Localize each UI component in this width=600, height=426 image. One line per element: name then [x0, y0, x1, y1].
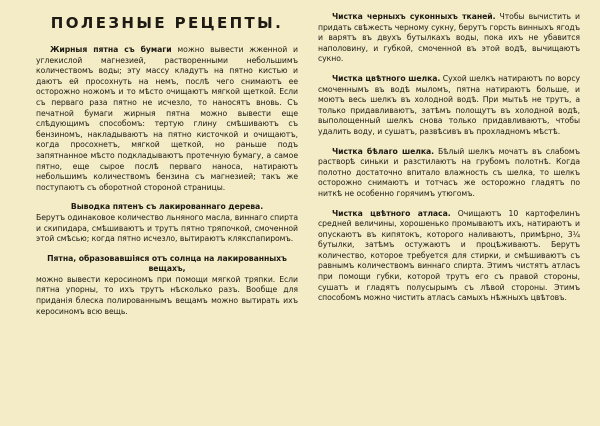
recipe-lead: Чистка цвѣтного шелка. — [332, 73, 441, 83]
right-column — [318, 0, 580, 313]
recipe-black-cloth — [318, 12, 580, 65]
recipe-text: Сухой шелкъ натираютъ по ворсу смоченнымъ въ водѣ мыломъ, пятна натираютъ больше, и моютъ весь шелкъ въ холодной водѣ. При мытьѣ не трутъ, а только придавливаютъ, затѣмъ полощутъ въ холодной водѣ, выполощенный шелкъ снова только придавливаютъ, чтобы удалить воду, и сушатъ, развѣсивъ въ прохладномъ мѣстѣ. — [318, 73, 580, 136]
recipe-text: можно вывести керосиномъ при помощи мягкой тряпки. Если пятна упорны, то ихъ трутъ нѣсколько разъ. Вообще для приданія блеска полированнымъ вещамъ можно вытирать ихъ керосиномъ всю вещь. — [36, 274, 298, 316]
recipe-lacquered-wood — [36, 202, 298, 244]
recipe-lead: Чистка цвѣтного атласа. — [332, 208, 451, 218]
page-title: ПОЛЕЗНЫЕ РЕЦЕПТЫ. — [50, 14, 284, 32]
recipe-text: Берутъ одинаковое количество льняного масла, виннаго спирта и скипидара, смѣшиваютъ и трутъ пятно тряпочкой, смоченной этой смѣсью; когда пятно исчезло, вытираютъ клякспапиромъ. — [36, 212, 298, 244]
recipe-lead: Чистка черныхъ суконныхъ тканей. — [332, 12, 496, 21]
recipe-text: Чтобы вычистить и придать свѣжесть черному сукну, берутъ горсть винныхъ ягодъ и варятъ въ двухъ бутылкахъ воды, пока ихъ не убавится наполовину, и губкой, смоченной въ этой водѣ, вычищаютъ сукно. — [318, 12, 580, 64]
recipe-lead: Чистка бѣлаго шелка. — [332, 146, 435, 156]
recipe-paper-grease-stains — [36, 45, 298, 193]
recipe-text: Бѣлый шелкъ мочатъ въ слабомъ растворѣ синьки и разстилаютъ на грубомъ полотнѣ. Когда полотно достаточно впитало влажность съ шелка, то шелкъ осторожно снимаютъ и тотчасъ же осторожно гладятъ по ниткѣ не особенно горячимъ утюгомъ. — [318, 146, 580, 198]
recipe-colored-satin — [318, 209, 580, 304]
recipe-heading: Пятна, образовавшiяся отъ солнца на лакированныхъ вещахъ, — [47, 253, 287, 274]
recipe-text: можно вывести жженной и углекислой магнезией, растворенными небольшимъ количествомъ воды; эту массу кладутъ на пятно кистью и даютъ ей просохнуть на немъ, послѣ чего снимаютъ ее осторожно ножомъ и то мѣсто очищаютъ мягкой щеткой. Если съ перваго раза пятно не исчезло, то наносятъ вновь. Съ печатной бумаги жирныя пятна можно вывести еще слѣдующимъ способомъ: тертую глину смѣшиваютъ съ бензиномъ, накладываютъ на пятно кисточкой и очищаютъ, когда просохнетъ, мягкой щеткой, но раньше подъ запятнанное мѣсто подкладываютъ протечную бумагу, а самое пятно, еще сырое послѣ перваго наноса, натираютъ небольшимъ количествомъ бензина съ магнезией; такъ же поступаютъ съ оборотной стороной страницы. — [36, 45, 299, 192]
recipe-sun-stains — [36, 254, 298, 318]
left-column — [36, 0, 298, 326]
recipe-white-silk — [318, 147, 580, 200]
recipe-text: Очищаютъ 10 картофелинъ средней величины, хорошенько промываютъ ихъ, натираютъ и опускаютъ въ кипятокъ, которого наливаютъ, примѣрно, 3¼ бутылки, затѣмъ остужаютъ и процѣживаютъ. Берутъ количество, которое требуется для стирки, и смѣшиваютъ съ равнымъ количествомъ виннаго спирта. Этимъ чистятъ атласъ при помощи губки, которой трутъ его съ правой стороны, сушатъ и гладятъ полусырымъ съ лѣвой стороны. Этимъ способомъ можно чистить атласъ самыхъ нѣжныхъ цвѣтовъ. — [318, 208, 580, 303]
recipe-colored-silk — [318, 74, 580, 138]
recipe-lead: Жирныя пятна съ бумаги — [50, 45, 172, 54]
recipe-heading: Выводка пятенъ съ лакированнаго дерева. — [70, 202, 264, 212]
